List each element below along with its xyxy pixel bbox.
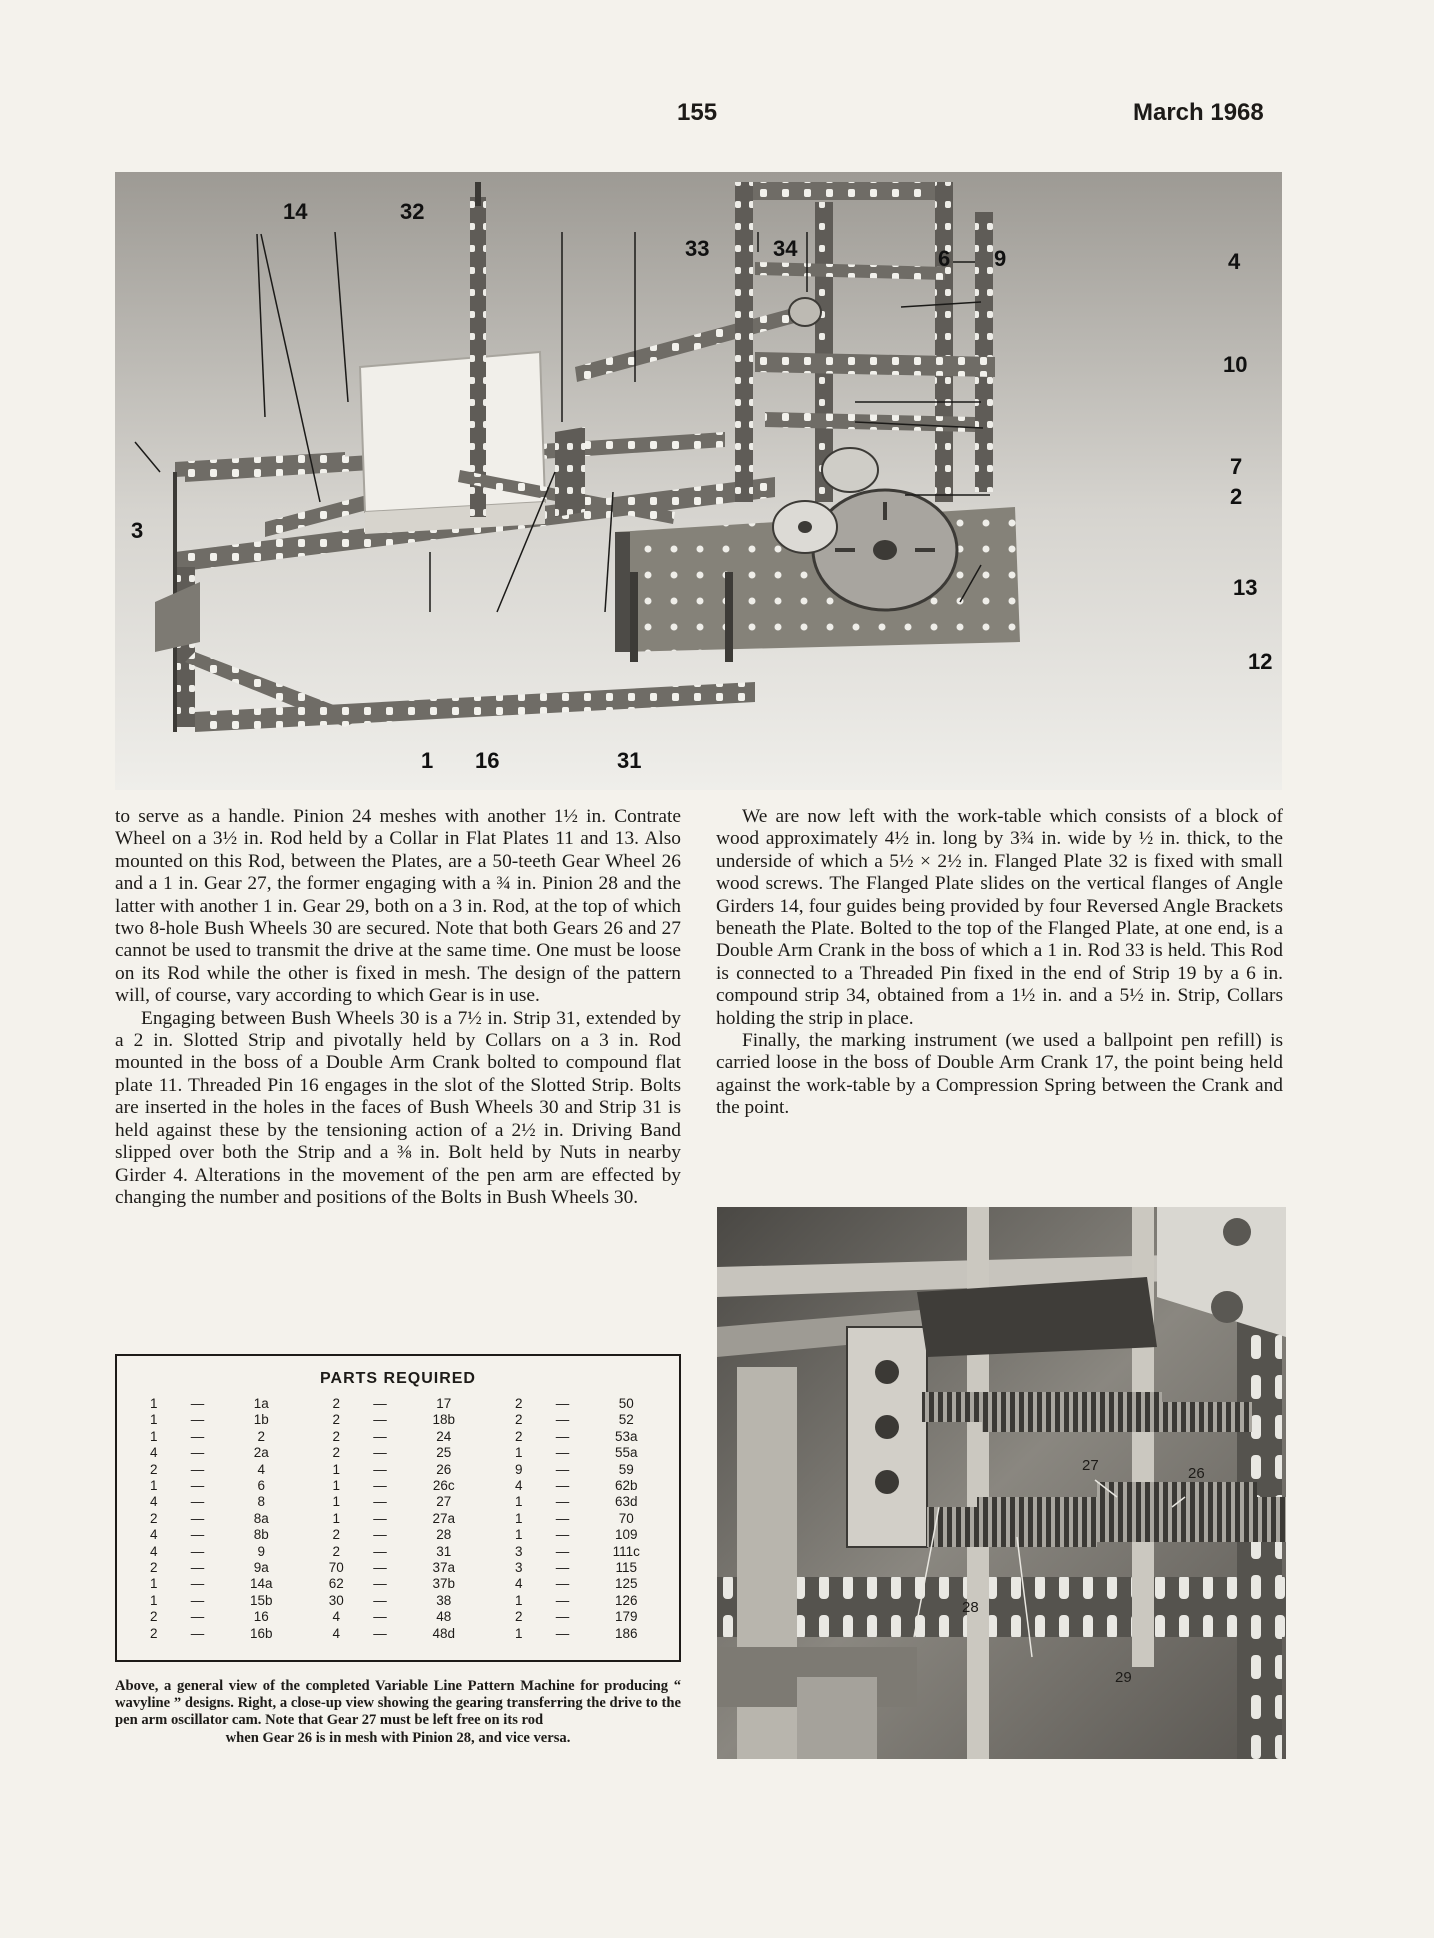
- parts-row: [135, 1462, 665, 1478]
- part-dash: —: [555, 1609, 570, 1625]
- callout-9: 9: [994, 246, 1007, 271]
- parts-row: [135, 1478, 665, 1494]
- part-quantity: 1: [514, 1592, 523, 1608]
- part-dash: —: [373, 1560, 387, 1576]
- parts-gap: [483, 1445, 501, 1461]
- parts-gap: [483, 1429, 501, 1445]
- part-dash: —: [555, 1625, 570, 1641]
- part-number: 18b: [432, 1412, 456, 1428]
- parts-row: [135, 1494, 665, 1510]
- part-number: 26c: [432, 1478, 455, 1494]
- callout-28: 28: [962, 1599, 979, 1616]
- part-dash: —: [190, 1510, 205, 1526]
- parts-gap: [483, 1412, 501, 1428]
- part-dash: —: [555, 1396, 570, 1411]
- part-quantity: 4: [514, 1478, 523, 1494]
- parts-gap: [300, 1626, 318, 1642]
- part-quantity: 1: [149, 1478, 158, 1494]
- parts-row: [135, 1511, 665, 1527]
- parts-gap: [300, 1396, 318, 1412]
- part-quantity: 1: [332, 1461, 340, 1477]
- part-quantity: 1: [149, 1428, 158, 1444]
- part-number: 28: [436, 1527, 452, 1543]
- parts-gap: [483, 1396, 501, 1412]
- part-quantity: 70: [328, 1560, 344, 1576]
- parts-gap: [300, 1511, 318, 1527]
- part-number: 70: [618, 1510, 634, 1526]
- part-quantity: 1: [149, 1576, 158, 1592]
- parts-gap: [300, 1527, 318, 1543]
- part-quantity: 9: [514, 1461, 523, 1477]
- part-quantity: 1: [514, 1625, 523, 1641]
- part-quantity: 4: [149, 1543, 158, 1559]
- part-quantity: 1: [332, 1494, 340, 1510]
- part-number: 6: [257, 1478, 265, 1494]
- callout-16: 16: [475, 748, 500, 773]
- callout-2: 2: [1230, 484, 1243, 509]
- parts-row: [135, 1593, 665, 1609]
- part-number: 15b: [249, 1592, 273, 1608]
- part-number: 16: [253, 1609, 269, 1625]
- part-quantity: 62: [328, 1576, 344, 1592]
- right-paragraph-1: We are now left with the work-table which consists of a block of wood approximately 4½ in. long by 3¾ in. wide by ½ in. thick, to the underside of which a 5½ × 2½ in. Flanged Plate 32 is fixed with small wood screws. The Flanged Plate slides on the vertical flanges of Angle Girders 14, four guides being provided by four Reversed Angle Brackets beneath the Plate. Bolted to the top of the Flanged Plate, at one end, is a Double Arm Crank in the boss of which a 1 in. Rod 33 is held. This Rod is connected to a Threaded Pin fixed in the end of Strip 19 by a 6 in. compound strip 34, obtained from a 1½ in. and a 5½ in. Strip, Collars holding the strip in place.: [716, 806, 1283, 1029]
- parts-gap: [483, 1462, 501, 1478]
- part-dash: —: [373, 1494, 387, 1510]
- parts-gap: [483, 1527, 501, 1543]
- part-number: 16b: [249, 1625, 273, 1641]
- part-dash: —: [555, 1592, 570, 1608]
- part-quantity: 2: [332, 1428, 340, 1444]
- part-dash: —: [373, 1576, 387, 1592]
- part-quantity: 1: [332, 1510, 340, 1526]
- part-dash: —: [190, 1592, 205, 1608]
- parts-row: [135, 1544, 665, 1560]
- part-quantity: 1: [514, 1527, 523, 1543]
- callout-1: 1: [421, 748, 434, 773]
- part-quantity: 2: [332, 1527, 340, 1543]
- part-number: 63d: [614, 1494, 638, 1510]
- part-quantity: 4: [514, 1576, 523, 1592]
- part-number: 62b: [614, 1478, 638, 1494]
- parts-gap: [483, 1560, 501, 1576]
- part-number: 55a: [614, 1445, 638, 1461]
- parts-gap: [300, 1412, 318, 1428]
- callout-4: 4: [1228, 249, 1241, 274]
- parts-row: [135, 1527, 665, 1543]
- page-number: 155: [677, 99, 718, 126]
- right-column: [716, 806, 1283, 1120]
- part-dash: —: [555, 1428, 570, 1444]
- part-quantity: 2: [332, 1543, 340, 1559]
- part-number: 25: [436, 1445, 452, 1461]
- parts-required-box: [115, 1354, 681, 1662]
- part-number: 8a: [253, 1510, 269, 1526]
- part-number: 2: [257, 1428, 265, 1444]
- left-column: [115, 806, 681, 1209]
- parts-table: [135, 1396, 665, 1642]
- parts-gap: [483, 1478, 501, 1494]
- part-quantity: 4: [149, 1494, 158, 1510]
- part-dash: —: [373, 1412, 387, 1428]
- part-number: 37a: [432, 1560, 456, 1576]
- parts-row: [135, 1412, 665, 1428]
- parts-gap: [300, 1560, 318, 1576]
- part-quantity: 2: [514, 1412, 523, 1428]
- parts-gap: [483, 1593, 501, 1609]
- part-quantity: 3: [514, 1543, 523, 1559]
- parts-row: [135, 1429, 665, 1445]
- part-dash: —: [555, 1478, 570, 1494]
- part-number: 24: [436, 1428, 452, 1444]
- parts-gap: [300, 1429, 318, 1445]
- callout-32: 32: [400, 199, 425, 224]
- parts-row: [135, 1626, 665, 1642]
- part-quantity: 1: [332, 1478, 340, 1494]
- part-number: 8b: [253, 1527, 269, 1543]
- part-dash: —: [190, 1625, 205, 1641]
- caption-text: Above, a general view of the completed Variable Line Pattern Machine for producing “ wavyline ” designs. Right, a close-up view showing the gearing transferring the drive to the pen arm oscillator cam. Note that Gear 27 must be left free on its rod: [115, 1678, 681, 1729]
- callout-26: 26: [1188, 1465, 1205, 1482]
- part-dash: —: [190, 1527, 205, 1543]
- callout-14: 14: [283, 199, 308, 224]
- part-number: 53a: [614, 1428, 638, 1444]
- callout-29: 29: [1115, 1669, 1132, 1686]
- part-number: 50: [618, 1396, 634, 1411]
- part-quantity: 2: [514, 1428, 523, 1444]
- parts-row: [135, 1396, 665, 1412]
- part-dash: —: [373, 1543, 387, 1559]
- part-number: 31: [436, 1543, 452, 1559]
- part-quantity: 4: [332, 1609, 340, 1625]
- callout-6: 6: [938, 246, 951, 271]
- parts-gap: [483, 1626, 501, 1642]
- part-quantity: 2: [149, 1609, 158, 1625]
- callout-34: 34: [773, 236, 798, 261]
- part-number: 17: [436, 1396, 452, 1411]
- part-dash: —: [555, 1461, 570, 1477]
- left-paragraph-2: Engaging between Bush Wheels 30 is a 7½ in. Strip 31, extended by a 2 in. Slotted Strip and pivotally held by Collars on a 3 in. Rod mounted in the boss of a Double Arm Crank bolted to compound flat plate 11. Threaded Pin 16 engages in the slot of the Slotted Strip. Bolts are inserted in the holes in the faces of Bush Wheels 30 and Strip 31 is held against these by the tensioning action of a 2½ in. Driving Band slipped over both the Strip and a ⅜ in. Bolt held by Nuts in nearby Girder 4. Alterations in the movement of the pen arm are effected by changing the number and positions of the Bolts in Bush Wheels 30.: [115, 1007, 681, 1208]
- part-number: 59: [618, 1461, 634, 1477]
- part-number: 115: [615, 1560, 638, 1576]
- gearing-closeup-illustration: [717, 1207, 1286, 1759]
- part-quantity: 3: [514, 1560, 523, 1576]
- part-number: 8: [257, 1494, 265, 1510]
- left-paragraph-1: to serve as a handle. Pinion 24 meshes with another 1½ in. Contrate Wheel on a 3½ in. Rod held by a Collar in Flat Plates 11 and 13. Also mounted on this Rod, between the Plates, are a 50-teeth Gear Wheel 26 and a 1 in. Gear 27, the former engaging with a ¾ in. Pinion 28 and the latter with another 1 in. Gear 29, both on a 3 in. Rod, at the top of which two 8-hole Bush Wheels 30 are secured. Note that both Gears 26 and 27 cannot be used to transmit the drive at the same time. One must be loose on its Rod while the other is fixed in mesh. The design of the pattern will, of course, vary according to which Gear is in use.: [115, 806, 681, 1007]
- part-number: 125: [614, 1576, 638, 1592]
- part-number: 1b: [253, 1412, 269, 1428]
- part-dash: —: [190, 1543, 205, 1559]
- part-number: 26: [436, 1461, 452, 1477]
- part-number: 111c: [612, 1543, 640, 1559]
- part-dash: —: [373, 1510, 387, 1526]
- part-dash: —: [373, 1592, 387, 1608]
- photo-caption: [115, 1678, 681, 1747]
- part-dash: —: [373, 1428, 387, 1444]
- part-number: 14a: [249, 1576, 273, 1592]
- parts-gap: [300, 1494, 318, 1510]
- parts-gap: [300, 1576, 318, 1592]
- part-number: 2a: [253, 1445, 269, 1461]
- parts-gap: [300, 1609, 318, 1625]
- closeup-photo: [717, 1207, 1286, 1759]
- part-dash: —: [190, 1445, 205, 1461]
- callout-10: 10: [1223, 352, 1248, 377]
- caption-last-line: when Gear 26 is in mesh with Pinion 28, and vice versa.: [225, 1729, 571, 1746]
- part-quantity: 2: [149, 1560, 158, 1576]
- parts-gap: [483, 1609, 501, 1625]
- parts-gap: [483, 1494, 501, 1510]
- parts-title: PARTS REQUIRED: [320, 1370, 476, 1387]
- machine-illustration: [115, 172, 1282, 790]
- callout-27: 27: [1082, 1457, 1099, 1474]
- part-number: 27: [436, 1494, 452, 1510]
- part-quantity: 2: [149, 1510, 158, 1526]
- callout-31: 31: [617, 748, 642, 773]
- parts-row: [135, 1560, 665, 1576]
- parts-gap: [300, 1445, 318, 1461]
- part-dash: —: [555, 1543, 570, 1559]
- part-quantity: 2: [514, 1609, 523, 1625]
- part-dash: —: [373, 1478, 387, 1494]
- part-dash: —: [373, 1609, 387, 1625]
- part-dash: —: [555, 1560, 570, 1576]
- main-photo: [115, 172, 1282, 790]
- parts-row: [135, 1576, 665, 1592]
- part-quantity: 2: [332, 1445, 340, 1461]
- parts-gap: [300, 1478, 318, 1494]
- part-number: 52: [618, 1412, 634, 1428]
- part-dash: —: [373, 1527, 387, 1543]
- part-quantity: 4: [149, 1445, 158, 1461]
- part-dash: —: [373, 1625, 387, 1641]
- part-number: 179: [614, 1609, 638, 1625]
- part-quantity: 4: [149, 1527, 158, 1543]
- issue-date: March 1968: [1133, 99, 1264, 126]
- part-quantity: 2: [149, 1625, 158, 1641]
- part-quantity: 2: [514, 1396, 523, 1411]
- callout-33: 33: [685, 236, 710, 261]
- parts-gap: [300, 1462, 318, 1478]
- part-dash: —: [190, 1609, 205, 1625]
- parts-row: [135, 1609, 665, 1625]
- part-dash: —: [555, 1527, 570, 1543]
- parts-gap: [483, 1576, 501, 1592]
- part-dash: —: [555, 1510, 570, 1526]
- part-number: 186: [614, 1625, 638, 1641]
- part-dash: —: [190, 1576, 205, 1592]
- part-quantity: 1: [514, 1494, 523, 1510]
- part-quantity: 2: [149, 1461, 158, 1477]
- part-quantity: 4: [332, 1625, 340, 1641]
- parts-gap: [300, 1544, 318, 1560]
- part-quantity: 1: [514, 1510, 523, 1526]
- callout-7: 7: [1230, 454, 1243, 479]
- part-number: 4: [257, 1461, 265, 1477]
- part-number: 37b: [432, 1576, 456, 1592]
- part-dash: —: [190, 1461, 205, 1477]
- part-number: 126: [614, 1592, 638, 1608]
- part-quantity: 1: [149, 1396, 158, 1411]
- part-number: 109: [614, 1527, 638, 1543]
- part-number: 1a: [253, 1396, 269, 1411]
- part-quantity: 1: [514, 1445, 523, 1461]
- parts-gap: [300, 1593, 318, 1609]
- part-quantity: 30: [328, 1592, 344, 1608]
- part-number: 9: [257, 1543, 265, 1559]
- part-quantity: 1: [149, 1592, 158, 1608]
- part-dash: —: [190, 1428, 205, 1444]
- callout-13: 13: [1233, 575, 1258, 600]
- part-dash: —: [373, 1396, 387, 1411]
- callout-3: 3: [131, 518, 144, 543]
- parts-gap: [483, 1544, 501, 1560]
- parts-gap: [483, 1511, 501, 1527]
- part-dash: —: [190, 1396, 205, 1411]
- part-number: 48d: [432, 1625, 456, 1641]
- part-dash: —: [555, 1412, 570, 1428]
- part-dash: —: [190, 1412, 205, 1428]
- part-dash: —: [555, 1494, 570, 1510]
- part-quantity: 2: [332, 1396, 340, 1411]
- part-quantity: 1: [149, 1412, 158, 1428]
- part-dash: —: [373, 1461, 387, 1477]
- part-dash: —: [190, 1494, 205, 1510]
- part-dash: —: [555, 1576, 570, 1592]
- part-dash: —: [555, 1445, 570, 1461]
- part-dash: —: [190, 1560, 205, 1576]
- right-paragraph-2: Finally, the marking instrument (we used a ballpoint pen refill) is carried loose in the boss of Double Arm Crank 17, the point being held against the work-table by a Compression Spring between the Crank and the point.: [716, 1030, 1283, 1119]
- part-number: 48: [436, 1609, 452, 1625]
- part-quantity: 2: [332, 1412, 340, 1428]
- part-dash: —: [190, 1478, 205, 1494]
- parts-row: [135, 1445, 665, 1461]
- part-number: 9a: [253, 1560, 269, 1576]
- part-number: 38: [436, 1592, 452, 1608]
- callout-12: 12: [1248, 649, 1273, 674]
- part-dash: —: [373, 1445, 387, 1461]
- part-number: 27a: [432, 1510, 456, 1526]
